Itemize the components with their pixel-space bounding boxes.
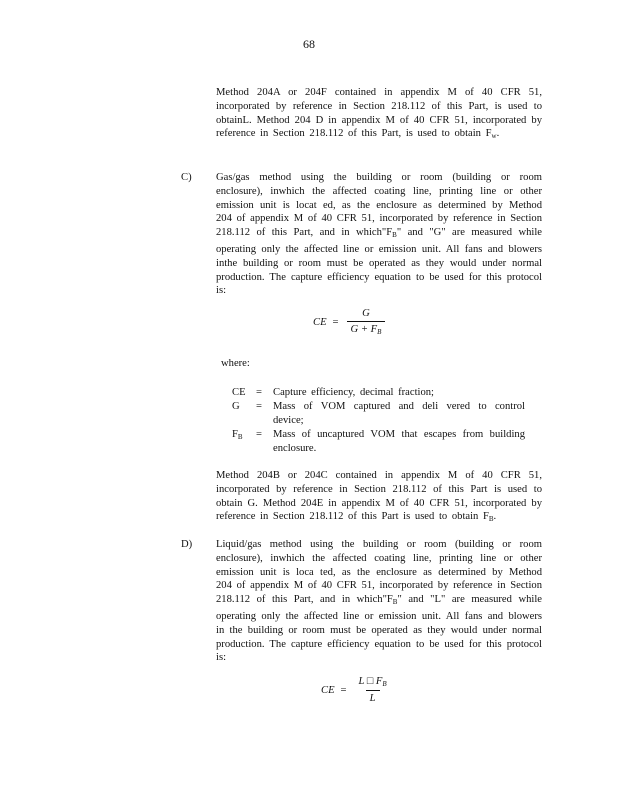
section-d-text-2: " and "L" are measured while operating only the affected line or emission unit. All fans and blowers in the building or room must be operated as they would under normal production. The capture efficiency equation to be used for this protocol is: <box>216 594 542 664</box>
intro-paragraph <box>216 86 542 144</box>
intro-subscript: w <box>491 132 497 141</box>
page-number: 68 <box>303 37 315 51</box>
formula-num-subscript: B <box>382 680 387 688</box>
definition-symbol: CE <box>232 387 246 398</box>
definition-symbol: G <box>232 401 240 412</box>
gas-gas-capture-formula <box>313 308 385 336</box>
section-c-subscript: B <box>392 231 397 240</box>
formula-denominator: $G + F_B$ <box>347 321 386 336</box>
where-label: where: <box>221 358 250 369</box>
method-note-text: Method 204B or 204C contained in appendix M of 40 CFR 51, incorporated by reference in Section 218.112 of this Part is used to obtain G. Method 204E in appendix M of 40 CFR 51, incorporated by reference in Section 218.112 of this Part is used to obtain F <box>216 470 542 523</box>
formula-equals: = <box>332 316 339 328</box>
section-c-method-note <box>216 469 542 527</box>
definition-text: Capture efficiency, decimal fraction; <box>273 387 435 398</box>
section-c-text-1: Gas/gas method using the building or room (building or room enclosure), inwhich the affected coating line, printing line or other emission unit is locat ed, as the enclosure as determined by Method 204 of appendix M of 40 CFR 51, incorporated by reference in Section 218.112 of this Part, and in which"F <box>216 172 542 239</box>
formula-denominator: L <box>366 690 380 704</box>
definition-text: Mass of VOM captured and deli vered to control device; <box>273 401 525 426</box>
definition-equals: = <box>256 387 262 398</box>
section-d-paragraph <box>216 538 542 665</box>
definition-equals: = <box>256 429 262 440</box>
method-note-subscript: B <box>488 515 494 524</box>
section-d-marker: D) <box>181 539 193 550</box>
formula-fraction <box>355 676 391 704</box>
method-note-tail: . <box>493 511 497 523</box>
formula-den-subscript: B <box>377 328 382 336</box>
definition-symbol: $F_B$ <box>232 429 243 441</box>
section-c-marker: C) <box>181 172 192 183</box>
section-c-paragraph <box>216 171 542 298</box>
liquid-gas-capture-formula <box>321 676 391 704</box>
definition-equals: = <box>256 401 262 412</box>
intro-text: Method 204A or 204F contained in appendix M of 40 CFR 51, incorporated by reference in Section 218.112 of this Part, is used to obtainL. Method 204 D in appendix M of 40 CFR 51, incorporated by reference in Section 218.112 of this Part, is used to obtain F <box>216 87 542 140</box>
definition-text: Mass of uncaptured VOM that escapes from building enclosure. <box>273 429 525 454</box>
formula-numerator: L □ $F_B$ <box>358 676 387 688</box>
section-c-text-2: " and "G" are measured while operating only the affected line or emission unit. All fans and blowers inthe building or room must be operated as they would under normal production. The capture efficiency equation to be used for this protocol is: <box>216 227 542 297</box>
section-d-subscript: B <box>392 598 398 607</box>
section-d-text-1: Liquid/gas method using the building or room (building or room enclosure), inwhich the affected coating line, printing line or other emission unit is loca ted, as the enclosure as determined by Method 204 of appendix M of 40 CFR 51, incorporated by reference in Section 218.112 of this Part, and in which"F <box>216 539 542 606</box>
formula-numerator: G <box>362 308 370 319</box>
formula-fraction <box>347 308 386 336</box>
intro-tail: . <box>496 128 500 140</box>
formula-lhs: CE <box>313 316 327 328</box>
formula-lhs: CE <box>321 684 335 696</box>
definition-symbol-subscript: B <box>237 433 243 441</box>
formula-equals: = <box>340 684 347 696</box>
